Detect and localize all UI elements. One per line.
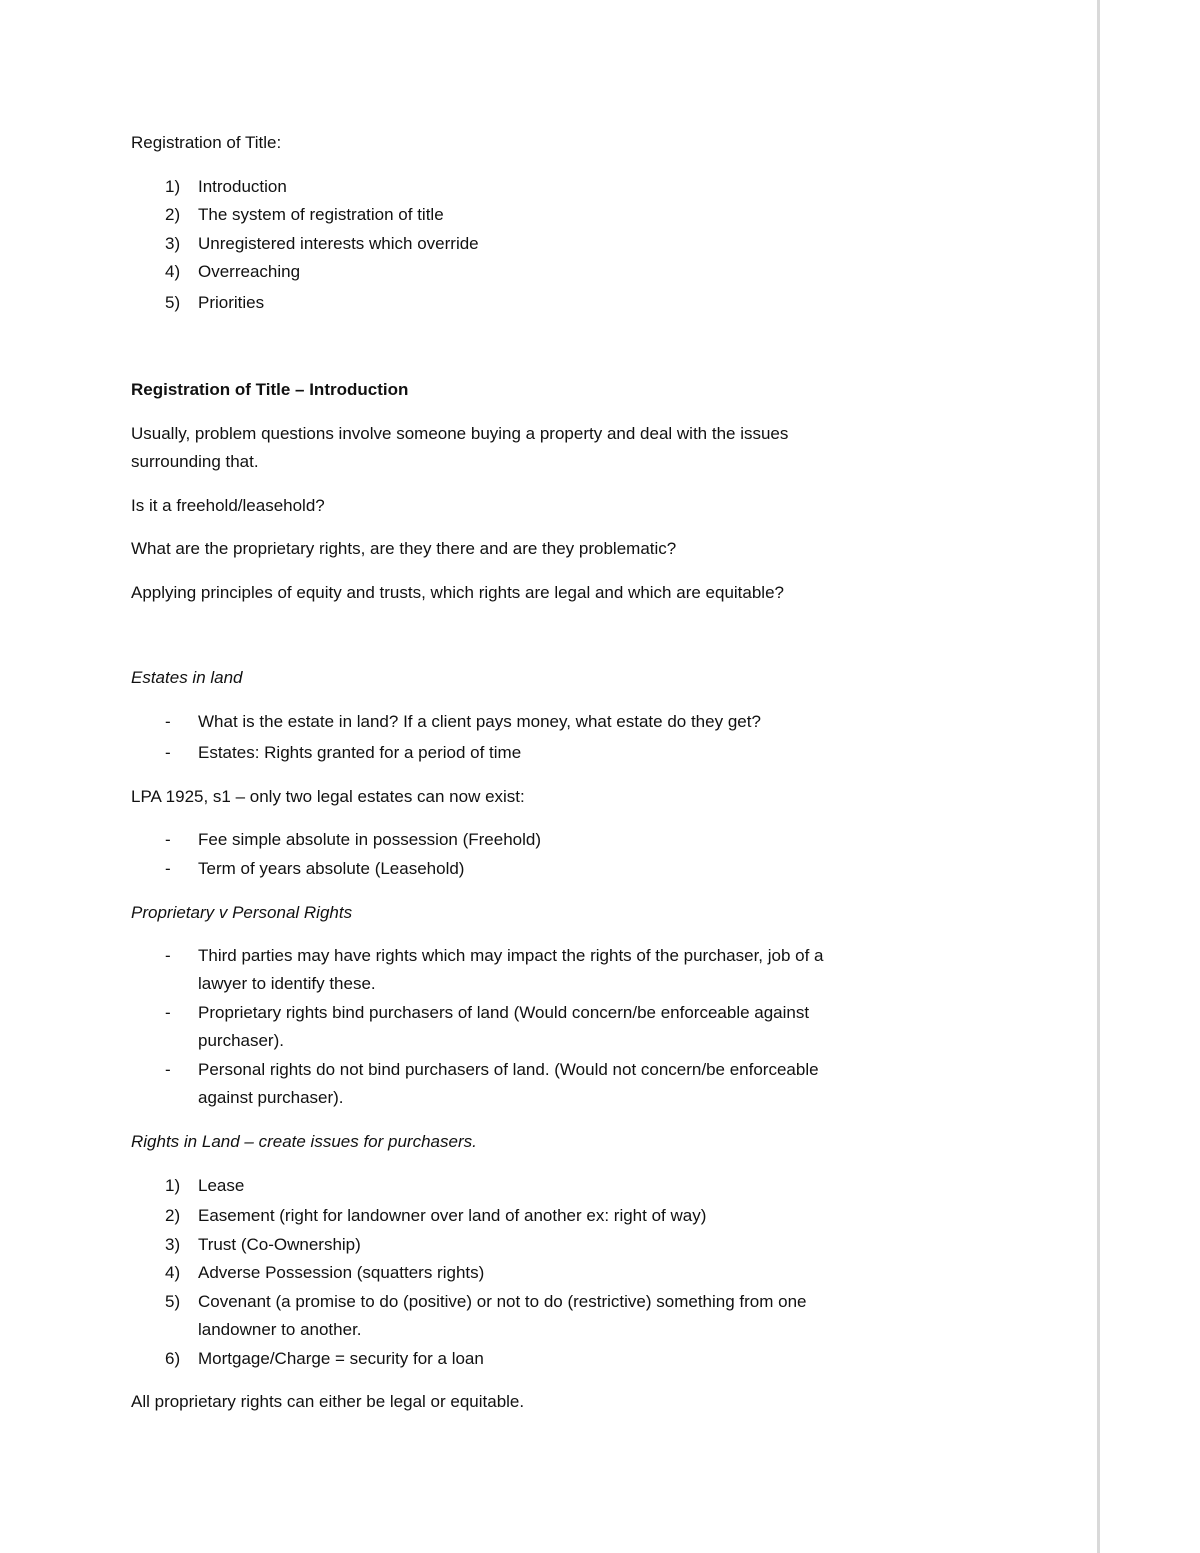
numbered-item (165, 1288, 807, 1316)
list-marker: 1) (165, 1176, 181, 1195)
list-marker: 6) (165, 1349, 181, 1368)
toc-item-text: The system of registration of title (198, 205, 444, 224)
subheading-estates-in-land: Estates in land (131, 668, 243, 687)
paragraph: What are the proprietary rights, are they there and are they problematic? (131, 539, 677, 558)
bullet-text: What is the estate in land? If a client pays money, what estate do they get? (198, 712, 761, 731)
paragraph: Usually, problem questions involve someone buying a property and deal with the issues (131, 424, 789, 443)
paragraph: Applying principles of equity and trusts, which rights are legal and which are equitable? (131, 583, 784, 602)
dash-marker: - (165, 743, 171, 762)
numbered-item-text: Mortgage/Charge = security for a loan (198, 1349, 484, 1368)
bullet-continuation: against purchaser). (198, 1088, 344, 1107)
subheading-rights-in-land: Rights in Land – create issues for purchasers. (131, 1132, 477, 1151)
toc-item (165, 230, 479, 258)
toc-title: Registration of Title: (131, 133, 282, 152)
list-marker: 3) (165, 234, 181, 253)
numbered-item-text: Adverse Possession (squatters rights) (198, 1263, 485, 1282)
numbered-item-continuation: landowner to another. (198, 1320, 362, 1339)
section-heading-introduction: Registration of Title – Introduction (131, 380, 409, 399)
toc-item (165, 258, 300, 286)
dash-marker: - (165, 946, 171, 965)
list-marker: 5) (165, 1292, 181, 1311)
subheading-proprietary-rights: Proprietary v Personal Rights (131, 903, 353, 922)
toc-item (165, 173, 287, 201)
list-marker: 4) (165, 1263, 181, 1282)
bullet-text: Term of years absolute (Leasehold) (198, 859, 465, 878)
numbered-item (165, 1259, 484, 1287)
toc-item (165, 201, 444, 229)
bullet-item (165, 739, 521, 767)
bullet-item (165, 826, 541, 854)
paragraph-lpa: LPA 1925, s1 – only two legal estates can now exist: (131, 787, 525, 806)
numbered-item (165, 1231, 361, 1259)
numbered-item-text: Trust (Co-Ownership) (198, 1235, 361, 1254)
paragraph: surrounding that. (131, 452, 259, 471)
bullet-continuation: purchaser). (198, 1031, 284, 1050)
bullet-item (165, 708, 761, 736)
list-marker: 2) (165, 205, 181, 224)
bullet-text: Proprietary rights bind purchasers of land (Would concern/be enforceable against (198, 1003, 810, 1022)
bullet-item (165, 855, 464, 883)
list-marker: 1) (165, 177, 181, 196)
dash-marker: - (165, 859, 171, 878)
dash-marker: - (165, 1003, 171, 1022)
bullet-text: Fee simple absolute in possession (Freehold) (198, 830, 542, 849)
numbered-item-text: Easement (right for landowner over land of another ex: right of way) (198, 1206, 707, 1225)
numbered-item-text: Lease (198, 1176, 245, 1195)
toc-item (165, 289, 264, 317)
toc-item-text: Overreaching (198, 262, 301, 281)
dash-marker: - (165, 830, 171, 849)
dash-marker: - (165, 1060, 171, 1079)
closing-paragraph: All proprietary rights can either be legal or equitable. (131, 1392, 525, 1411)
bullet-text: Estates: Rights granted for a period of time (198, 743, 522, 762)
numbered-item-text: Covenant (a promise to do (positive) or not to do (restrictive) something from one (198, 1292, 807, 1311)
numbered-item (165, 1202, 706, 1230)
bullet-continuation: lawyer to identify these. (198, 974, 376, 993)
numbered-item (165, 1345, 484, 1373)
toc-item-text: Priorities (198, 293, 265, 312)
numbered-item (165, 1172, 244, 1200)
bullet-item (165, 942, 824, 970)
list-marker: 2) (165, 1206, 181, 1225)
bullet-text: Personal rights do not bind purchasers of land. (Would not concern/be enforceable (198, 1060, 819, 1079)
list-marker: 4) (165, 262, 181, 281)
page-edge-divider (1097, 0, 1100, 1553)
list-marker: 5) (165, 293, 181, 312)
toc-item-text: Unregistered interests which override (198, 234, 479, 253)
dash-marker: - (165, 712, 171, 731)
bullet-item (165, 1056, 819, 1084)
bullet-item (165, 999, 809, 1027)
list-marker: 3) (165, 1235, 181, 1254)
bullet-text: Third parties may have rights which may impact the rights of the purchaser, job of a (198, 946, 824, 965)
paragraph: Is it a freehold/leasehold? (131, 496, 325, 515)
toc-item-text: Introduction (198, 177, 287, 196)
